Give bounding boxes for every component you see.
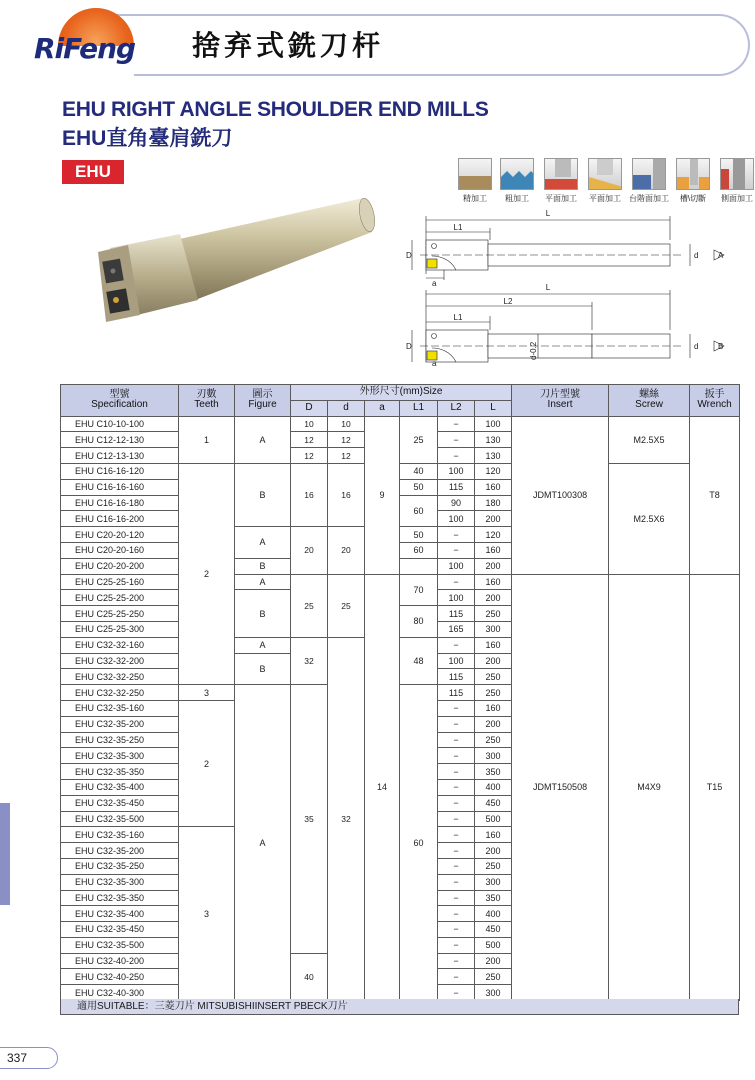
table-cell: EHU C32-32-200 [61, 653, 179, 669]
table-cell: EHU C32-32-160 [61, 637, 179, 653]
table-cell: − [438, 732, 475, 748]
table-cell: T15 [690, 574, 740, 1001]
table-cell: EHU C32-35-160 [61, 700, 179, 716]
col-spec: 型號 Specification [61, 385, 179, 417]
table-cell: 400 [475, 779, 512, 795]
table-cell: 160 [475, 827, 512, 843]
table-cell: 16 [291, 463, 328, 526]
table-cell: 115 [438, 669, 475, 685]
dim-d-b: d [694, 342, 699, 351]
table-cell: 25 [400, 416, 438, 463]
col-figure: 圖示 Figure [235, 385, 291, 417]
table-cell: 500 [475, 937, 512, 953]
table-cell: 10 [291, 416, 328, 432]
spec-table-body [61, 416, 740, 1000]
table-cell: 350 [475, 890, 512, 906]
page-number: 337 [0, 1047, 58, 1069]
table-cell: 16 [328, 463, 365, 526]
table-cell: 115 [438, 479, 475, 495]
table-cell: 120 [475, 527, 512, 543]
table-cell: 300 [475, 874, 512, 890]
series-badge: EHU [62, 160, 124, 184]
table-cell: 200 [475, 558, 512, 574]
table-cell: 350 [475, 764, 512, 780]
table-cell: 35 [291, 685, 328, 954]
table-row [61, 574, 740, 590]
table-cell: − [438, 764, 475, 780]
table-cell: 25 [291, 574, 328, 637]
table-cell: 48 [400, 637, 438, 684]
table-cell: − [438, 811, 475, 827]
table-cell: 90 [438, 495, 475, 511]
table-cell: EHU C32-35-450 [61, 922, 179, 938]
table-cell: B [235, 463, 291, 526]
slotting-icon [676, 158, 710, 190]
table-cell: 200 [475, 590, 512, 606]
table-cell: 400 [475, 906, 512, 922]
table-cell: 165 [438, 621, 475, 637]
table-cell: 250 [475, 685, 512, 701]
roughing-icon [500, 158, 534, 190]
table-cell: 50 [400, 527, 438, 543]
col-teeth: 刃數 Teeth [179, 385, 235, 417]
table-cell: − [438, 969, 475, 985]
table-cell: 14 [365, 574, 400, 1001]
table-cell: − [438, 953, 475, 969]
table-cell: 500 [475, 811, 512, 827]
table-cell: 50 [400, 479, 438, 495]
table-cell: 20 [291, 527, 328, 574]
table-cell: EHU C32-35-500 [61, 937, 179, 953]
table-cell: 3 [179, 827, 235, 1001]
product-title-cn: EHU直角臺肩銑刀 [62, 127, 233, 150]
table-cell: 100 [438, 590, 475, 606]
table-cell: 2 [179, 700, 235, 826]
table-cell: EHU C32-40-200 [61, 953, 179, 969]
table-cell: 250 [475, 969, 512, 985]
table-cell: 100 [438, 653, 475, 669]
table-cell: 12 [291, 432, 328, 448]
footnote: 適用SUITABLE：三菱刀片 MITSUBISHIINSERT PBECK刀片 [60, 999, 739, 1015]
table-cell: − [438, 432, 475, 448]
table-cell: 2 [179, 463, 235, 684]
dim-L1-b: L1 [453, 313, 463, 322]
table-cell: A [235, 527, 291, 559]
table-cell: − [438, 906, 475, 922]
table-cell: EHU C16-16-200 [61, 511, 179, 527]
table-cell: 60 [400, 542, 438, 558]
col-size: 外形尺寸(mm)Size [291, 385, 512, 401]
table-cell: 12 [328, 448, 365, 464]
table-cell: JDMT100308 [512, 416, 609, 574]
table-cell: 200 [475, 653, 512, 669]
table-cell: 160 [475, 700, 512, 716]
op-roughing: 粗加工 [497, 158, 537, 206]
table-cell: EHU C25-25-200 [61, 590, 179, 606]
op-face-milling-2: 平面加工 [585, 158, 625, 206]
dim-L-b: L [545, 283, 551, 292]
table-cell: M4X9 [609, 574, 690, 1001]
table-cell: − [438, 716, 475, 732]
table-cell: 32 [328, 637, 365, 1000]
table-cell: A [235, 685, 291, 1001]
table-cell: EHU C32-40-300 [61, 985, 179, 1001]
table-cell: EHU C32-35-350 [61, 764, 179, 780]
figure-a-label: A [718, 251, 724, 260]
face-milling-icon [544, 158, 578, 190]
table-cell: − [438, 858, 475, 874]
col-L: L [475, 400, 512, 416]
table-cell: − [438, 890, 475, 906]
table-cell: EHU C32-35-200 [61, 716, 179, 732]
face-milling-icon [588, 158, 622, 190]
table-cell: EHU C12-13-130 [61, 448, 179, 464]
figure-b-label: B [718, 342, 724, 351]
table-cell: − [438, 922, 475, 938]
dim-L2-b: L2 [503, 297, 513, 306]
table-cell: 9 [365, 416, 400, 574]
table-cell: − [438, 985, 475, 1001]
table-cell: − [438, 637, 475, 653]
table-cell: 70 [400, 574, 438, 606]
table-cell: EHU C16-16-160 [61, 479, 179, 495]
table-cell: EHU C32-32-250 [61, 685, 179, 701]
table-cell: 160 [475, 479, 512, 495]
dim-a-a: a [432, 279, 437, 288]
table-cell: EHU C10-10-100 [61, 416, 179, 432]
dim-L1-a: L1 [453, 223, 463, 232]
table-cell: − [438, 448, 475, 464]
table-cell: EHU C25-25-160 [61, 574, 179, 590]
table-cell: − [438, 574, 475, 590]
col-insert: 刀片型號 Insert [512, 385, 609, 417]
operation-icons [455, 158, 755, 206]
table-cell: 450 [475, 795, 512, 811]
table-cell: 40 [291, 953, 328, 1000]
table-cell: − [438, 937, 475, 953]
table-cell: 115 [438, 606, 475, 622]
table-cell: 300 [475, 748, 512, 764]
col-a: a [365, 400, 400, 416]
table-cell: EHU C20-20-200 [61, 558, 179, 574]
table-cell: EHU C25-25-300 [61, 621, 179, 637]
table-cell: 10 [328, 416, 365, 432]
table-cell: EHU C32-35-300 [61, 874, 179, 890]
end-mill-image [80, 190, 380, 330]
dimension-drawing [398, 206, 743, 366]
shoulder-milling-icon [632, 158, 666, 190]
table-cell: 1 [179, 416, 235, 463]
table-cell: 100 [475, 416, 512, 432]
op-face-milling-1: 平面加工 [541, 158, 581, 206]
table-row [61, 416, 740, 432]
table-cell: 200 [475, 511, 512, 527]
table-cell: 160 [475, 637, 512, 653]
table-cell: − [438, 748, 475, 764]
side-tab [0, 803, 10, 905]
table-cell: 300 [475, 621, 512, 637]
table-cell: 20 [328, 527, 365, 574]
col-screw: 螺絲 Screw [609, 385, 690, 417]
table-cell: 12 [328, 432, 365, 448]
spec-table [60, 384, 740, 1001]
table-cell: 32 [291, 637, 328, 684]
table-cell: EHU C32-35-400 [61, 906, 179, 922]
table-cell: EHU C32-35-400 [61, 779, 179, 795]
table-cell: EHU C16-16-120 [61, 463, 179, 479]
table-cell: − [438, 874, 475, 890]
dim-d-tol-b: d-0.2 [529, 341, 538, 360]
table-cell: 200 [475, 843, 512, 859]
table-cell: B [235, 558, 291, 574]
table-cell: A [235, 637, 291, 653]
op-finishing: 精加工 [455, 158, 495, 206]
table-cell: 3 [179, 685, 235, 701]
table-cell: − [438, 416, 475, 432]
table-cell: 130 [475, 448, 512, 464]
table-cell: 300 [475, 985, 512, 1001]
table-cell: 200 [475, 716, 512, 732]
table-cell: M2.5X6 [609, 463, 690, 574]
table-cell: 450 [475, 922, 512, 938]
table-cell: 115 [438, 685, 475, 701]
table-cell: 12 [291, 448, 328, 464]
table-cell: − [438, 700, 475, 716]
table-cell: − [438, 843, 475, 859]
finishing-icon [458, 158, 492, 190]
table-cell: EHU C32-35-200 [61, 843, 179, 859]
table-cell: EHU C32-32-250 [61, 669, 179, 685]
table-cell: 40 [400, 463, 438, 479]
table-cell: A [235, 574, 291, 590]
col-d: d [328, 400, 365, 416]
table-cell: EHU C12-12-130 [61, 432, 179, 448]
table-cell: JDMT150508 [512, 574, 609, 1001]
table-cell: 160 [475, 574, 512, 590]
logo: RiFeng [34, 32, 136, 65]
table-cell: 160 [475, 542, 512, 558]
table-cell: − [438, 827, 475, 843]
table-cell: − [438, 779, 475, 795]
table-cell: − [438, 542, 475, 558]
table-cell: 100 [438, 558, 475, 574]
table-cell: 250 [475, 606, 512, 622]
table-cell: EHU C20-20-160 [61, 542, 179, 558]
table-cell: 250 [475, 669, 512, 685]
table-cell: 80 [400, 606, 438, 638]
table-cell: EHU C32-35-300 [61, 748, 179, 764]
table-cell: 180 [475, 495, 512, 511]
col-D: D [291, 400, 328, 416]
op-side-milling: 側面加工 [717, 158, 755, 206]
table-cell: 60 [400, 685, 438, 1001]
table-cell: EHU C25-25-250 [61, 606, 179, 622]
dim-a-b: a [432, 359, 437, 366]
table-cell: 100 [438, 463, 475, 479]
table-cell: EHU C32-35-160 [61, 827, 179, 843]
table-cell: 250 [475, 732, 512, 748]
table-cell: EHU C32-35-250 [61, 732, 179, 748]
dim-D-a: D [406, 251, 412, 260]
col-L1: L1 [400, 400, 438, 416]
table-cell [400, 558, 438, 574]
table-row [61, 463, 740, 479]
dim-D-b: D [406, 342, 412, 351]
table-cell: EHU C32-40-250 [61, 969, 179, 985]
op-slotting: 槽\切斷 [673, 158, 713, 206]
table-cell: M2.5X5 [609, 416, 690, 463]
table-cell: 130 [475, 432, 512, 448]
table-cell: 100 [438, 511, 475, 527]
table-cell: 60 [400, 495, 438, 527]
table-cell: B [235, 653, 291, 685]
table-cell: 120 [475, 463, 512, 479]
header-title: 捨弃式銑刀杆 [192, 29, 385, 62]
table-cell: 25 [328, 574, 365, 637]
dim-L-a: L [545, 209, 551, 218]
table-cell: − [438, 527, 475, 543]
table-cell: B [235, 590, 291, 637]
table-cell: EHU C32-35-500 [61, 811, 179, 827]
table-cell: A [235, 416, 291, 463]
table-cell: 250 [475, 858, 512, 874]
table-cell: 200 [475, 953, 512, 969]
table-cell: − [438, 795, 475, 811]
table-cell: EHU C20-20-120 [61, 527, 179, 543]
op-shoulder: 台階面加工 [629, 158, 669, 206]
col-wrench: 扳手 Wrench [690, 385, 740, 417]
table-cell: EHU C32-35-250 [61, 858, 179, 874]
table-cell: T8 [690, 416, 740, 574]
product-title-en: EHU RIGHT ANGLE SHOULDER END MILLS [62, 98, 489, 121]
col-L2: L2 [438, 400, 475, 416]
side-milling-icon [720, 158, 754, 190]
table-cell: EHU C32-35-350 [61, 890, 179, 906]
table-cell: EHU C16-16-180 [61, 495, 179, 511]
dim-d-a: d [694, 251, 699, 260]
table-cell: EHU C32-35-450 [61, 795, 179, 811]
